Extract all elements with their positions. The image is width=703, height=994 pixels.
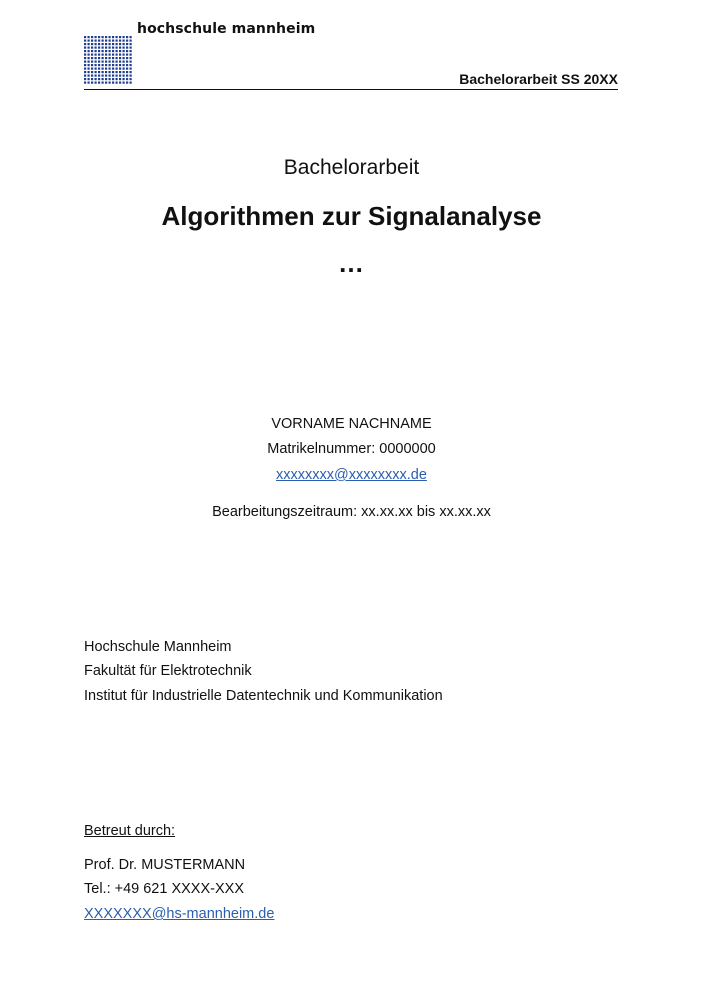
logo-dot [109, 54, 111, 56]
logo-dot [109, 68, 111, 70]
logo-dot [130, 36, 132, 38]
logo-dot [109, 57, 111, 59]
logo-dot [126, 40, 128, 42]
logo-dot [123, 68, 125, 70]
logo-dot [84, 71, 86, 73]
logo-dot [98, 64, 100, 66]
logo-dot [123, 47, 125, 49]
logo-dot [102, 82, 104, 84]
logo-dot [116, 78, 118, 80]
logo-dot [91, 78, 93, 80]
logo-dot [112, 43, 114, 45]
logo-dot [126, 36, 128, 38]
logo-dot [84, 64, 86, 66]
logo-dot [105, 54, 107, 56]
logo-dot [112, 40, 114, 42]
logo-dot [91, 57, 93, 59]
supervisor-email-link[interactable]: XXXXXXX@hs-mannheim.de [84, 906, 275, 922]
logo-dot [91, 61, 93, 63]
logo-dot [98, 61, 100, 63]
logo-dot [88, 82, 90, 84]
logo-dot [102, 57, 104, 59]
logo-dot [91, 50, 93, 52]
header-title: Bachelorarbeit SS 20XX [459, 71, 618, 87]
supervisor-name: Prof. Dr. MUSTERMANN [84, 857, 246, 873]
logo-dot [84, 47, 86, 49]
logo-dot [102, 61, 104, 63]
logo-dot [84, 36, 86, 38]
logo-dot [112, 64, 114, 66]
logo-dot [119, 36, 121, 38]
logo-dot [119, 61, 121, 63]
logo-dot [95, 78, 97, 80]
logo-dot [88, 75, 90, 77]
logo-dot [116, 71, 118, 73]
logo-dot [102, 47, 104, 49]
logo-dot [98, 71, 100, 73]
logo-dot [126, 71, 128, 73]
logo-dot [88, 50, 90, 52]
logo-dot [126, 78, 128, 80]
logo-dot [105, 64, 107, 66]
logo-dot [105, 36, 107, 38]
logo-dot [105, 57, 107, 59]
logo-dot [105, 75, 107, 77]
logo-dot [88, 36, 90, 38]
logo-dot [88, 57, 90, 59]
header-divider [84, 89, 618, 90]
document-title: Algorithmen zur Signalanalyse [161, 201, 542, 231]
logo-dot [98, 75, 100, 77]
logo-dot [116, 54, 118, 56]
logo-dot [105, 40, 107, 42]
logo-dot [95, 40, 97, 42]
logo-dot [88, 61, 90, 63]
logo-dot [130, 82, 132, 84]
logo-dot [102, 40, 104, 42]
logo-dot [98, 36, 100, 38]
logo-dot [98, 47, 100, 49]
logo-dot [102, 75, 104, 77]
logo-dot [105, 43, 107, 45]
author-name: VORNAME NACHNAME [271, 416, 432, 432]
author-email-link[interactable]: xxxxxxxx@xxxxxxxx.de [276, 467, 427, 483]
logo-dot [130, 47, 132, 49]
logo-dot [105, 47, 107, 49]
logo-dot [98, 54, 100, 56]
logo-dot [116, 75, 118, 77]
logo-dot [95, 82, 97, 84]
logo-dot [95, 64, 97, 66]
logo-dot [98, 40, 100, 42]
logo-dot [109, 36, 111, 38]
logo-dot [126, 43, 128, 45]
logo-dot [126, 50, 128, 52]
logo-dot [130, 40, 132, 42]
logo-dot [84, 82, 86, 84]
logo-dot [84, 54, 86, 56]
logo-dot [119, 43, 121, 45]
logo-dot [123, 75, 125, 77]
logo-dot [84, 57, 86, 59]
logo-dot [95, 54, 97, 56]
logo-dot [130, 61, 132, 63]
logo-dot [112, 57, 114, 59]
logo-dot [84, 78, 86, 80]
faculty-name: Fakultät für Elektrotechnik [84, 663, 252, 679]
logo-dot [109, 75, 111, 77]
logo-dot [95, 75, 97, 77]
work-period: Bearbeitungszeitraum: xx.xx.xx bis xx.xx.xx [212, 504, 491, 520]
logo-dot [88, 40, 90, 42]
logo-dot [130, 57, 132, 59]
logo-dot [119, 78, 121, 80]
logo-dot [95, 57, 97, 59]
logo-dot [130, 54, 132, 56]
logo-dot [102, 78, 104, 80]
logo-dot [112, 78, 114, 80]
logo-dot [95, 36, 97, 38]
logo-dot [102, 71, 104, 73]
logo-dot [123, 43, 125, 45]
logo-dot [105, 61, 107, 63]
logo-dot [88, 71, 90, 73]
logo-dot [116, 68, 118, 70]
logo-dot [130, 43, 132, 45]
document-type: Bachelorarbeit [283, 156, 420, 179]
logo-dot [123, 40, 125, 42]
logo-dot [119, 47, 121, 49]
logo-dot [98, 43, 100, 45]
logo-dot [109, 40, 111, 42]
logo-dot [112, 50, 114, 52]
logo-dot [95, 43, 97, 45]
logo-dot [98, 50, 100, 52]
logo-dot [105, 71, 107, 73]
logo-dot [116, 50, 118, 52]
logo-dot [116, 40, 118, 42]
logo-dot [116, 47, 118, 49]
institute-name: Institut für Industrielle Datentechnik und Kommunikation [84, 688, 443, 704]
logo-dot [91, 47, 93, 49]
logo-dot [84, 43, 86, 45]
logo-dot [123, 54, 125, 56]
logo-dot [126, 82, 128, 84]
logo-dot [105, 50, 107, 52]
logo-dot [91, 71, 93, 73]
logo-dot [123, 36, 125, 38]
logo-dot [119, 64, 121, 66]
logo-wordmark: hochschule mannheim [137, 21, 316, 37]
logo-dot [91, 75, 93, 77]
logo-dot [109, 61, 111, 63]
logo-dot [123, 78, 125, 80]
logo-dot [126, 68, 128, 70]
logo-dot [130, 64, 132, 66]
logo-dot [116, 36, 118, 38]
logo-dot [130, 78, 132, 80]
logo-dot [116, 57, 118, 59]
logo-dot [102, 36, 104, 38]
logo-dot [102, 64, 104, 66]
logo-dot [102, 43, 104, 45]
logo-dot [126, 54, 128, 56]
supervisor-heading: Betreut durch: [84, 823, 176, 839]
logo-dot [109, 50, 111, 52]
logo-dot [126, 75, 128, 77]
logo-dot [84, 40, 86, 42]
logo-dot [116, 64, 118, 66]
logo-dot [84, 75, 86, 77]
logo-dot [102, 68, 104, 70]
logo-dot [91, 64, 93, 66]
logo-dot [109, 82, 111, 84]
logo-dot [112, 82, 114, 84]
logo-dot [91, 40, 93, 42]
logo-dot [88, 68, 90, 70]
logo-dot [109, 64, 111, 66]
logo-dot [84, 68, 86, 70]
logo-dot [84, 50, 86, 52]
logo-dot [126, 61, 128, 63]
logo-dot [98, 68, 100, 70]
logo-dot [130, 68, 132, 70]
matriculation-number: Matrikelnummer: 0000000 [267, 441, 436, 457]
logo-dot [119, 54, 121, 56]
supervisor-phone: Tel.: +49 621 XXXX-XXX [84, 881, 244, 897]
logo-dot [119, 40, 121, 42]
logo-dot [123, 64, 125, 66]
logo-dot [116, 43, 118, 45]
logo-dot [109, 47, 111, 49]
logo-dot [105, 68, 107, 70]
logo-dot [116, 61, 118, 63]
logo-dot [105, 82, 107, 84]
logo-dot [112, 68, 114, 70]
logo-dot [123, 82, 125, 84]
logo-dot [109, 43, 111, 45]
logo-dot [123, 57, 125, 59]
logo-dot [112, 47, 114, 49]
logo-dot [95, 47, 97, 49]
logo-dot [105, 78, 107, 80]
logo-dot [98, 57, 100, 59]
logo-dot [95, 68, 97, 70]
logo-dot [119, 82, 121, 84]
logo-dot [91, 82, 93, 84]
university-name: Hochschule Mannheim [84, 639, 232, 655]
logo-dot [126, 57, 128, 59]
logo-dot [112, 71, 114, 73]
logo-dot [130, 71, 132, 73]
logo-dot [130, 75, 132, 77]
logo-dot [123, 61, 125, 63]
logo-dot [119, 71, 121, 73]
logo-dot [95, 71, 97, 73]
logo-dot [112, 61, 114, 63]
author-email-row [0, 466, 703, 484]
logo-dot [119, 57, 121, 59]
logo-dot [112, 36, 114, 38]
logo-dot [119, 50, 121, 52]
logo-dot [130, 50, 132, 52]
logo-dot [98, 78, 100, 80]
logo-dot [88, 43, 90, 45]
logo-dot [123, 50, 125, 52]
title-ellipsis: … [338, 248, 365, 278]
logo-dot [88, 64, 90, 66]
logo-dot [112, 54, 114, 56]
logo-dot [91, 54, 93, 56]
logo-dot [91, 36, 93, 38]
logo-dot [126, 47, 128, 49]
logo-dot [84, 61, 86, 63]
logo-dot [119, 75, 121, 77]
logo-dot [88, 47, 90, 49]
logo-dot [98, 82, 100, 84]
hochschule-logo-grid [84, 36, 133, 85]
logo-dot [102, 54, 104, 56]
logo-dot [112, 75, 114, 77]
logo-dot [123, 71, 125, 73]
logo-dot [88, 54, 90, 56]
logo-dot [102, 50, 104, 52]
logo-dot [126, 64, 128, 66]
logo-dot [88, 78, 90, 80]
logo-dot [109, 78, 111, 80]
logo-dot [116, 82, 118, 84]
logo-dot [119, 68, 121, 70]
logo-dot [95, 61, 97, 63]
logo-dot [91, 68, 93, 70]
logo-dot [95, 50, 97, 52]
logo-dot [91, 43, 93, 45]
logo-dot [109, 71, 111, 73]
